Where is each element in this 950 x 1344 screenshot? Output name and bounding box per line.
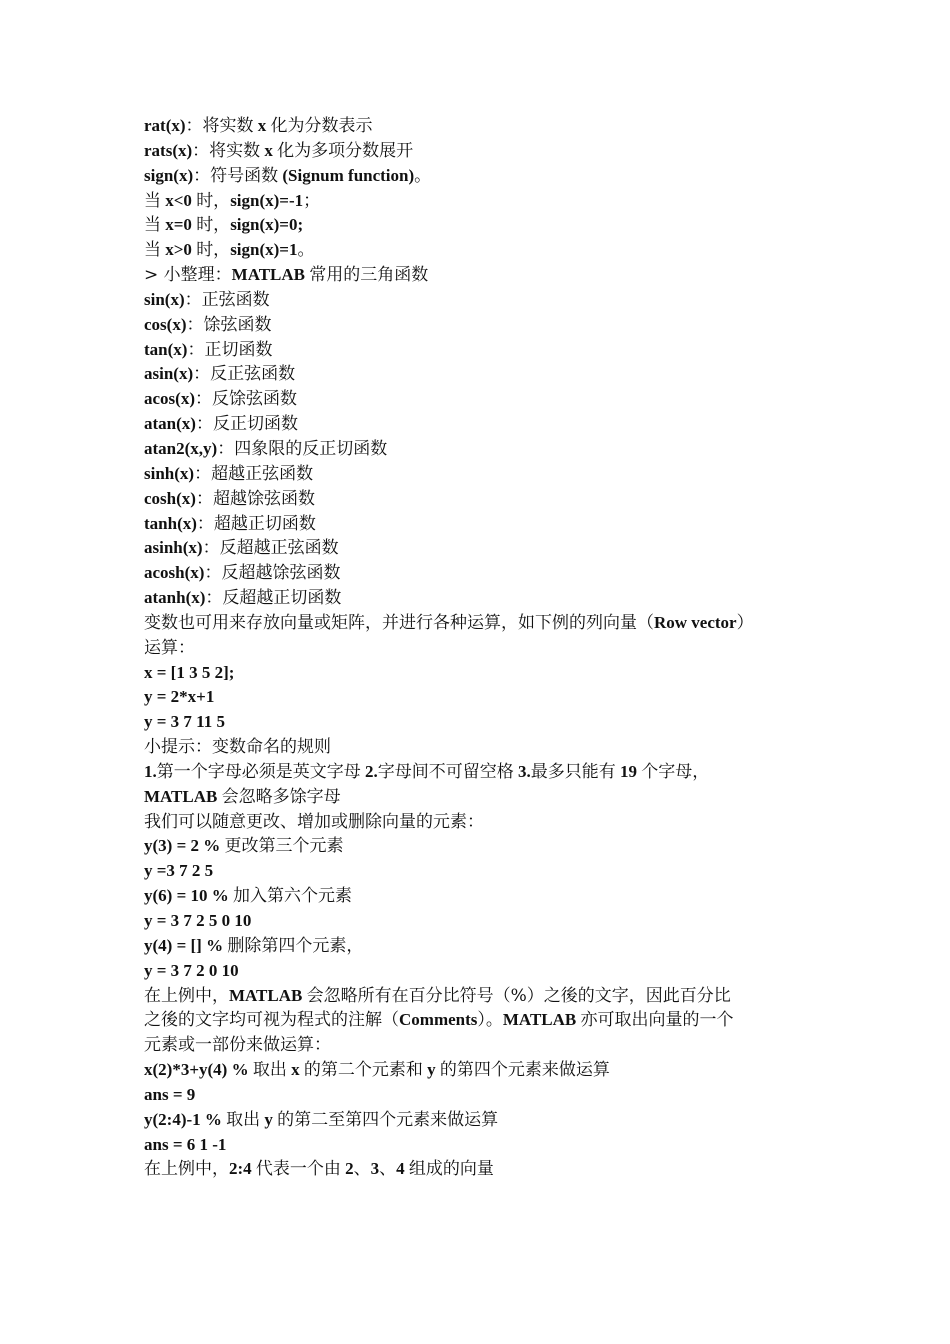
text-line: y = 3 7 2 0 10: [144, 960, 239, 980]
text-line: sinh(x)：超越正弦函数: [144, 463, 314, 484]
text-line: asin(x)：反正弦函数: [144, 364, 296, 385]
text-line: 当 x=0 时，sign(x)=0;: [144, 215, 304, 236]
text-line: 变数也可用来存放向量或矩阵，并进行各种运算，如下例的列向量（Row vector）: [144, 612, 754, 633]
text-line: y = 2*x+1: [144, 687, 215, 707]
text-line: 运算：: [144, 637, 195, 658]
text-line: sin(x)：正弦函数: [144, 289, 270, 310]
text-line: atan(x)：反正切函数: [144, 414, 298, 435]
text-line: 在上例中，MATLAB 会忽略所有在百分比符号（%）之後的文字，因此百分比: [144, 985, 731, 1006]
text-line: y(3) = 2 % 更改第三个元素: [144, 836, 344, 857]
text-line: 之後的文字均可视为程式的注解（Comments）。MATLAB 亦可取出向量的一个: [144, 1010, 734, 1031]
text-line: 1.第一个字母必须是英文字母 2.字母间不可留空格 3.最多只能有 19 个字母，: [144, 761, 710, 782]
text-line: rat(x)：将实数 x 化为分数表示: [144, 116, 373, 136]
text-line: 在上例中，2:4 代表一个由 2、3、4 组成的向量: [144, 1159, 494, 1180]
text-line: ans = 6 1 -1: [144, 1134, 227, 1154]
text-line: x(2)*3+y(4) % 取出 x 的第二个元素和 y 的第四个元素来做运算: [144, 1060, 610, 1081]
text-line: y(6) = 10 % 加入第六个元素: [144, 886, 353, 907]
text-line: atanh(x)：反超越正切函数: [144, 588, 342, 609]
document-body: [144, 114, 824, 1182]
text-line: cos(x)：馀弦函数: [144, 314, 272, 335]
text-line: y = 3 7 11 5: [144, 712, 225, 732]
text-line: > 小整理：MATLAB 常用的三角函数: [144, 265, 429, 286]
text-line: 我们可以随意更改、增加或删除向量的元素：: [144, 811, 484, 832]
text-line: 当 x<0 时，sign(x)=-1；: [144, 190, 321, 211]
text-line: 当 x>0 时，sign(x)=1。: [144, 240, 315, 261]
text-line: 小提示：变数命名的规则: [144, 737, 331, 758]
text-line: y = 3 7 2 5 0 10: [144, 911, 252, 930]
text-line: acos(x)：反馀弦函数: [144, 389, 297, 410]
text-line: y(2:4)-1 % 取出 y 的第二至第四个元素来做运算: [144, 1109, 499, 1130]
text-line: MATLAB 会忽略多馀字母: [144, 786, 341, 807]
text-line: y =3 7 2 5: [144, 861, 214, 881]
text-line: sign(x)：符号函数 (Signum function)。: [144, 165, 432, 186]
text-line: 元素或一部份来做运算：: [144, 1035, 331, 1056]
text-line: y(4) = [] % 删除第四个元素，: [144, 935, 364, 956]
text-line: tan(x)：正切函数: [144, 339, 273, 360]
text-line: asinh(x)：反超越正弦函数: [144, 538, 339, 559]
text-line: cosh(x)：超越馀弦函数: [144, 488, 315, 509]
text-line: x = [1 3 5 2];: [144, 662, 235, 682]
text-line: acosh(x)：反超越馀弦函数: [144, 563, 341, 584]
text-line: ans = 9: [144, 1084, 196, 1104]
text-line: tanh(x)：超越正切函数: [144, 513, 316, 534]
text-line: rats(x)：将实数 x 化为多项分数展开: [144, 140, 414, 161]
text-line: atan2(x,y)：四象限的反正切函数: [144, 438, 388, 459]
